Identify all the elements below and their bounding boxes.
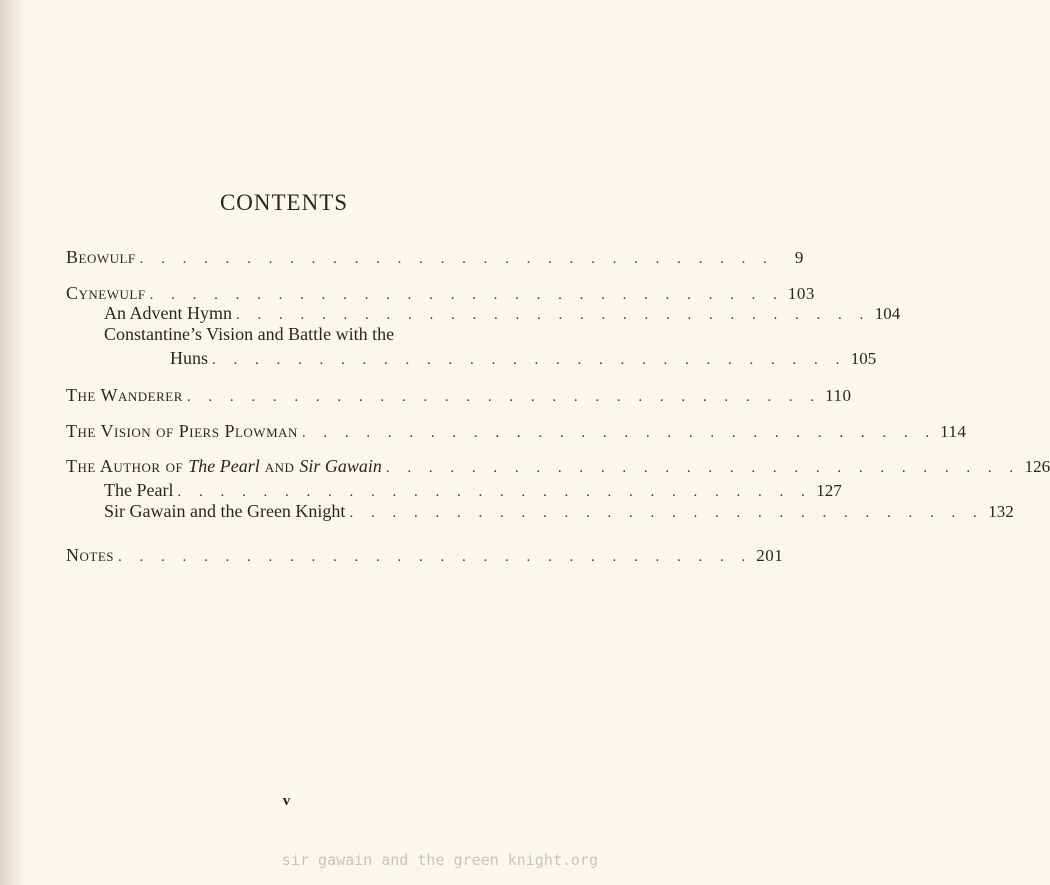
toc-label-part: The Author of <box>66 456 189 476</box>
toc-entry-page: 126 <box>1024 457 1050 476</box>
toc-entry-pearl-author[interactable] <box>66 456 1050 478</box>
toc-entry-page: 201 <box>756 546 784 565</box>
dot-leader: . . . . . . . . . . . . . . . . . . . . . . . . . . . . . . <box>236 307 871 323</box>
toc-entry-label: The Vision of Piers Plowman <box>66 421 298 441</box>
dot-leader: . . . . . . . . . . . . . . . . . . . . . . . . . . . . . . <box>212 352 847 368</box>
toc-entry-advent-hymn[interactable] <box>104 303 901 325</box>
toc-entry-label: An Advent Hymn <box>104 303 232 323</box>
toc-entry-constantine-line1: Constantine’s Vision and Battle with the <box>104 324 395 344</box>
dot-leader: . . . . . . . . . . . . . . . . . . . . . . . . . . . . . . <box>118 549 753 565</box>
toc-entry-page: 110 <box>825 386 852 405</box>
toc-entry-label: The Wanderer <box>66 385 183 405</box>
dot-leader: . . . . . . . . . . . . . . . . . . . . . . . . . . . . . . <box>349 505 984 521</box>
toc-entry-page: 105 <box>850 349 877 368</box>
toc-entry-beowulf[interactable] <box>66 247 804 269</box>
dot-leader: . . . . . . . . . . . . . . . . . . . . . . . . . . . . . . <box>139 251 774 267</box>
toc-entry-page: 127 <box>816 481 842 500</box>
toc-entry-notes[interactable] <box>66 545 784 567</box>
dot-leader: . . . . . . . . . . . . . . . . . . . . . . . . . . . . . . <box>177 484 812 500</box>
page-title: CONTENTS <box>219 190 349 215</box>
toc-label-title: Sir Gawain <box>299 456 382 476</box>
dot-leader: . . . . . . . . . . . . . . . . . . . . . . . . . . . . . . <box>186 389 822 405</box>
page-number: v <box>282 793 291 809</box>
toc-entry-label: Sir Gawain and the Green Knight <box>104 501 346 521</box>
dot-leader: . . . . . . . . . . . . . . . . . . . . . . . . . . . . . . <box>149 287 784 303</box>
toc-entry-label: Notes <box>66 545 114 565</box>
dot-leader: . . . . . . . . . . . . . . . . . . . . . . . . . . . . . . <box>385 460 1021 476</box>
toc-entry-sir-gawain[interactable] <box>104 501 1014 523</box>
toc-entry-label: Huns <box>170 348 209 368</box>
toc-entry-page: 114 <box>940 422 967 441</box>
toc-entry-wanderer[interactable] <box>66 385 852 407</box>
toc-label-part: and <box>259 456 300 476</box>
toc-entry-page: 104 <box>874 304 901 323</box>
watermark: sir gawain and the green knight.org <box>281 851 598 869</box>
toc-entry-constantine[interactable] <box>170 348 877 370</box>
toc-entry-cynewulf[interactable] <box>66 283 815 305</box>
toc-entry-the-pearl[interactable] <box>104 480 842 502</box>
toc-label-title: The Pearl <box>188 456 260 476</box>
toc-entry-page: 9 <box>794 248 804 267</box>
toc-entry-page: 132 <box>988 502 1014 521</box>
toc-entry-piers-plowman[interactable] <box>66 421 967 443</box>
dot-leader: . . . . . . . . . . . . . . . . . . . . . . . . . . . . . . <box>301 425 937 441</box>
toc-entry-page: 103 <box>787 284 815 303</box>
toc-entry-label: The Pearl <box>104 480 174 500</box>
toc-entry-label: Beowulf <box>66 247 136 267</box>
toc-entry-label: Cynewulf <box>66 283 146 303</box>
toc-entry-label <box>66 456 382 477</box>
